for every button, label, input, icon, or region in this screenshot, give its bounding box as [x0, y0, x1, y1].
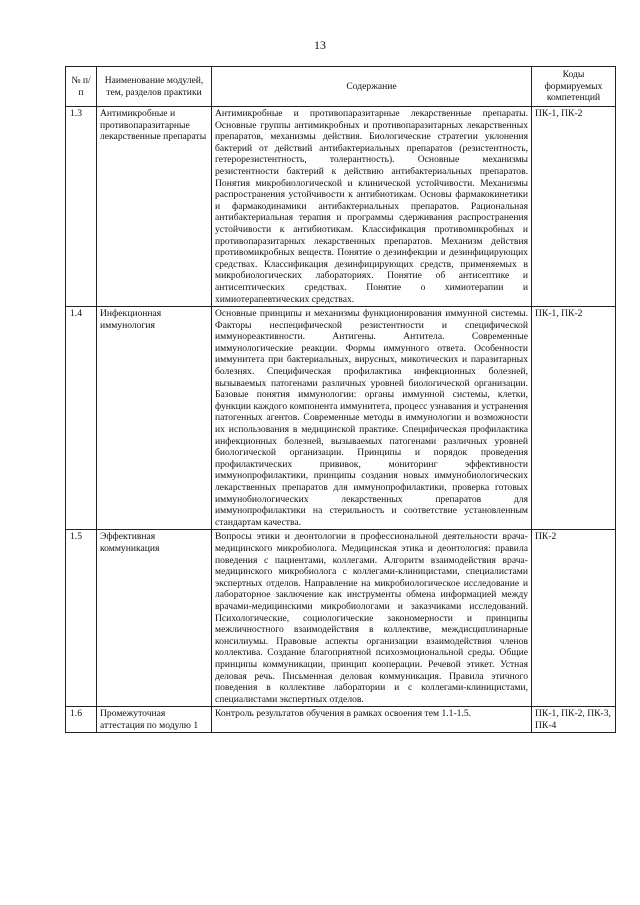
row-name: Инфекционная иммунология [97, 307, 212, 530]
row-num: 1.4 [66, 307, 97, 530]
row-content-text: Вопросы этики и деонтологии в профессиональной деятельности врача-медицинского микробиолога. Медицинская этика и деонтология: правила поведения с пациентами, коллегами. Алгоритм взаимодействия врача-медицинского микробиолога с коллегами-клиницистами, специалистами экспертных отделов. Направление на микробиологическое исследование и лабораторное заключение как инструменты обмена информацией между врачами-медицинскими микробиологами и заказчиками исследований. Психологические, социологические закономерности и принципы межличностного взаимодействия в коллективе, междисциплинарные консилиумы. Правовые аспекты организации взаимодействия членов коллектива. Создание благоприятной психоэмоциональной среды. Общие принципы коммуникации, принцип кооперации. Речевой этикет. Устная деловая речь. Письменная деловая коммуникация. Правила этичного поведения в коллективе лаборатории и с коллегами-клиницистами, специалистами экспертных отделов. [215, 531, 528, 705]
row-codes: ПК-1, ПК-2 [532, 107, 616, 307]
table-row [66, 530, 616, 707]
table-row [66, 107, 616, 307]
row-content-text: Основные принципы и механизмы функционирования иммунной системы. Факторы неспецифической резистентности и специфической иммунореактивности. Антигены. Антитела. Современные иммунологические реакции. Формы иммунного ответа. Особенности иммунитета при бактериальных, вирусных, микотических и паразитарных болезнях. Специфическая профилактика инфекционных болезней, вызываемых патогенами различных уровней биологической организации. Базовые понятия иммунологии: органы иммунной системы, клетки, функции каждого компонента иммунитета, процесс узнавания и устранения патогенных агентов. Современные методы в иммунологии и возможности их использования в медицинской практике. Специфическая профилактика инфекционных болезней, вызываемых патогенами различных уровней биологической организации. Принципы и порядок проведения профилактических прививок, мониторинг эффективности иммунопрофилактики, принципы создания новых иммунобиологических лекарственных препаратов для иммунопрофилактики, проверка готовых иммунобиологических лекарственных препаратов для иммунопрофилактики на стерильность и соответствие установленным стандартам качества. [215, 308, 528, 528]
curriculum-table [65, 66, 616, 733]
row-content [212, 530, 532, 707]
header-name: Наименование модулей, тем, разделов практики [97, 67, 212, 107]
row-name: Эффективная коммуникация [97, 530, 212, 707]
row-codes: ПК-2 [532, 530, 616, 707]
page-number: 13 [314, 38, 326, 52]
row-codes: ПК-1, ПК-2, ПК-3, ПК-4 [532, 707, 616, 733]
table-header-row [66, 67, 616, 107]
table-row [66, 307, 616, 530]
row-content-text: Антимикробные и противопаразитарные лекарственные препараты. Основные группы антимикробных и противопаразитарных лекарственных препаратов, механизмы действия. Биологические стратегии уклонения бактерий от действий антибактериальных препаратов (резистентность, гетерорезистентность, толерантность). Основные механизмы резистентности бактерий к действию антибактериальных препаратов. Понятия микробиологической и клинической устойчивости. Механизмы распространения устойчивости к антибиотикам. Основы фармакокинетики и фармакодинамики антибактериальных препаратов. Рациональная антибактериальная терапия и программы сдерживания распространения устойчивости к антибиотикам. Классификация противомикробных и противопаразитарных лекарственных препаратов. Механизм действия противомикробных веществ. Понятие о дезинфекции и дезинфицирующих средствах. Классификация дезинфицирующих средств, применяемых в микробиологических лабораториях. Понятие об антисептике и антисептических средствах. Понятие о химиотерапии и химиотерапевтических средствах. [215, 108, 528, 305]
row-content [212, 107, 532, 307]
row-num: 1.6 [66, 707, 97, 733]
row-codes: ПК-1, ПК-2 [532, 307, 616, 530]
header-codes: Коды формируемых компетенций [532, 67, 616, 107]
row-num: 1.5 [66, 530, 97, 707]
header-num: № п/п [66, 67, 97, 107]
row-content-text: Контроль результатов обучения в рамках освоения тем 1.1-1.5. [215, 708, 472, 720]
row-content [212, 707, 532, 733]
table-row [66, 707, 616, 733]
row-num: 1.3 [66, 107, 97, 307]
row-content [212, 307, 532, 530]
row-name: Антимикробные и противопаразитарные лекарственные препараты [97, 107, 212, 307]
row-name: Промежуточная аттестация по модулю 1 [97, 707, 212, 733]
header-content: Содержание [212, 67, 532, 107]
